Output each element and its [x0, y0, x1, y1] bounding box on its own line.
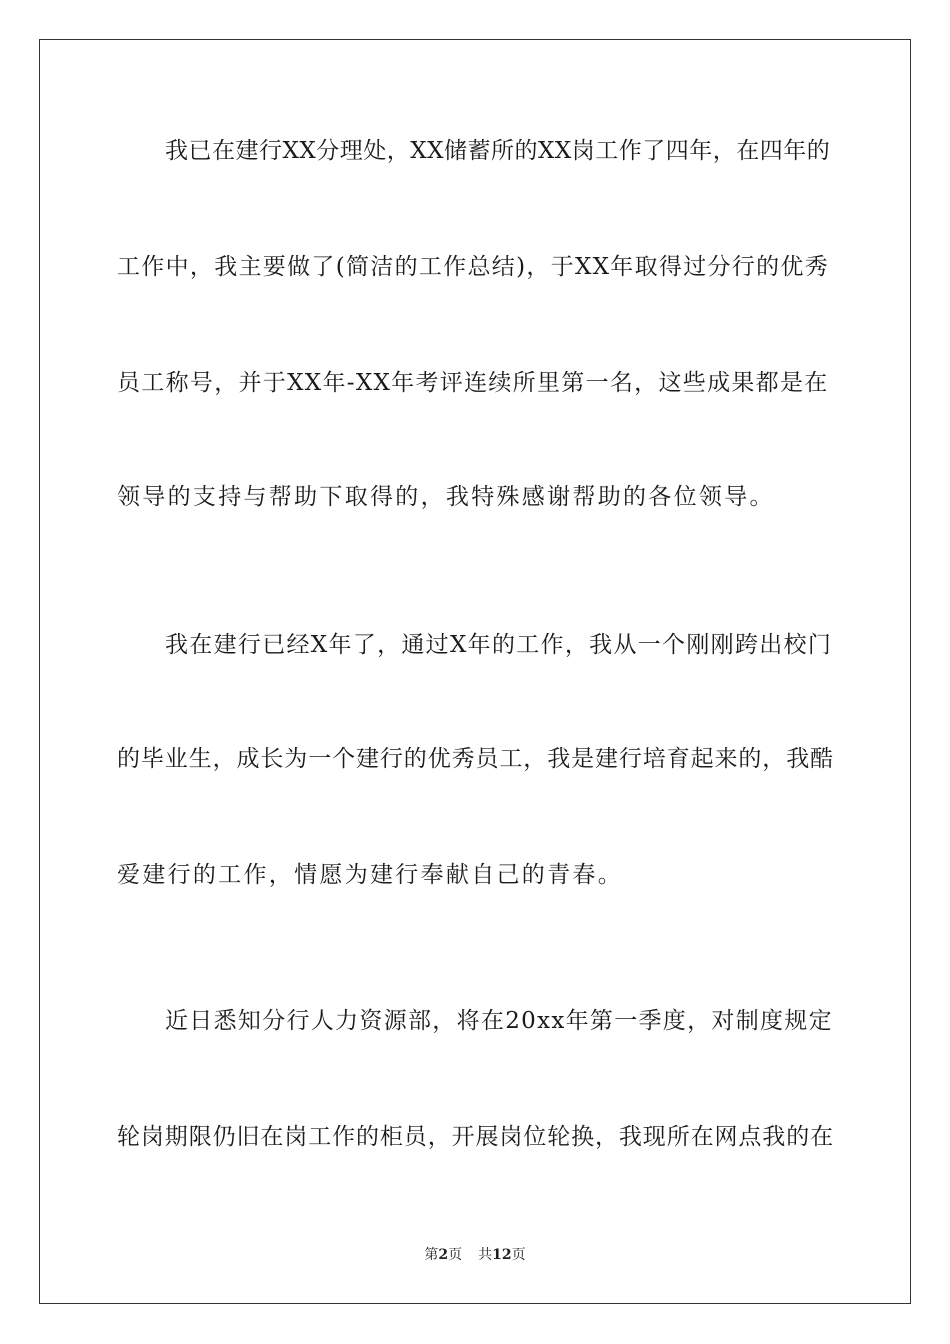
- page-suffix: 页: [448, 1247, 463, 1263]
- body-line-8: 近日悉知分行人力资源部，将在20xx年第一季度，对制度规定: [165, 1008, 833, 1034]
- body-line-7: 爱建行的工作，情愿为建行奉献自己的青春。: [117, 862, 623, 888]
- page-number: 2: [438, 1247, 449, 1263]
- total-suffix: 页: [511, 1247, 526, 1263]
- total-prefix: 共: [478, 1247, 493, 1263]
- body-line-5: 我在建行已经X年了，通过X年的工作，我从一个刚刚跨出校门: [165, 632, 833, 658]
- page-frame: [39, 39, 911, 1304]
- body-line-6: 的毕业生，成长为一个建行的优秀员工，我是建行培育起来的，我酷: [117, 746, 834, 772]
- page-prefix: 第: [424, 1247, 439, 1263]
- body-line-3: 员工称号，并于XX年-XX年考评连续所里第一名，这些成果都是在: [117, 370, 829, 396]
- body-line-4: 领导的支持与帮助下取得的，我特殊感谢帮助的各位领导。: [117, 484, 775, 510]
- body-line-9: 轮岗期限仍旧在岗工作的柜员，开展岗位轮换，我现所在网点我的在: [117, 1124, 834, 1150]
- total-pages: 12: [492, 1247, 512, 1263]
- page-footer: [0, 1246, 950, 1264]
- body-line-1: 我已在建行XX分理处，XX储蓄所的XX岗工作了四年，在四年的: [165, 138, 831, 164]
- body-line-2: 工作中，我主要做了(简洁的工作总结)，于XX年取得过分行的优秀: [117, 254, 829, 280]
